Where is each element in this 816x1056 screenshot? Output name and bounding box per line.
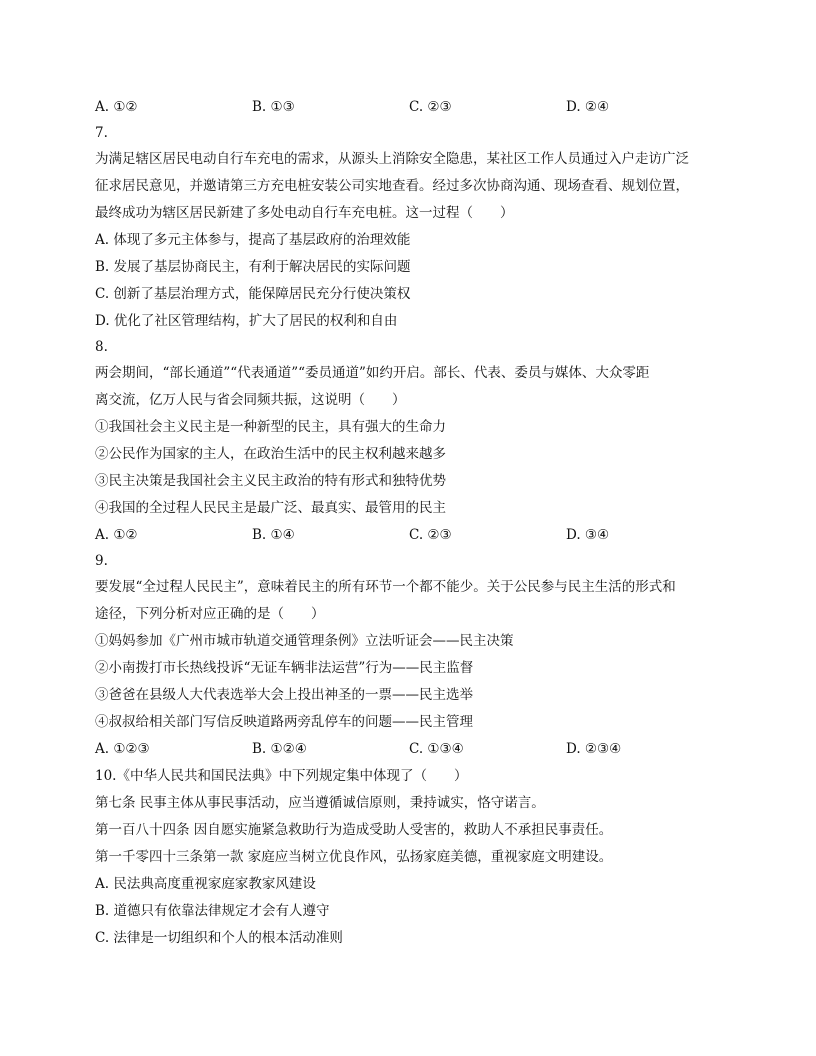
- option-a: A. ①②③: [95, 741, 150, 757]
- option-b: B. ①③: [252, 99, 295, 115]
- option-c: C. ②③: [409, 527, 452, 543]
- option-a: A. ①②: [95, 99, 138, 115]
- choice-b: B. 道德只有依靠法律规定才会有人遵守: [95, 903, 330, 919]
- question-number-8: 8.: [95, 339, 108, 355]
- statement-2: ②小南拨打市长热线投诉“无证车辆非法运营”行为——民主监督: [95, 660, 474, 676]
- law-article: 第一百八十四条 因自愿实施紧急救助行为造成受助人受害的，救助人不承担民事责任。: [95, 822, 613, 838]
- statement-1: ①我国社会主义民主是一种新型的民主，具有强大的生命力: [95, 419, 446, 435]
- answer-options-q9: [95, 736, 725, 763]
- document-page: [95, 94, 725, 952]
- option-b: B. ①④: [252, 527, 295, 543]
- question-stem-line: 为满足辖区居民电动自行车充电的需求，从源头上消除安全隐患，某社区工作人员通过入户走访广泛: [95, 151, 689, 167]
- question-number-7: 7.: [95, 125, 108, 141]
- choice-a: A. 民法典高度重视家庭家教家风建设: [95, 876, 316, 892]
- law-article: 第一千零四十三条第一款 家庭应当树立优良作风，弘扬家庭美德，重视家庭文明建设。: [95, 849, 613, 865]
- question-stem-line: 途径，下列分析对应正确的是（ ）: [95, 606, 325, 622]
- question-stem-line: 最终成功为辖区居民新建了多处电动自行车充电桩。这一过程（ ）: [95, 205, 514, 221]
- option-d: D. ②③④: [566, 741, 622, 757]
- statement-3: ③爸爸在县级人大代表选举大会上投出神圣的一票——民主选举: [95, 687, 473, 703]
- choice-d: D. 优化了社区管理结构，扩大了居民的权利和自由: [95, 313, 398, 329]
- statement-4: ④我国的全过程人民民主是最广泛、最真实、最管用的民主: [95, 500, 446, 516]
- question-stem-line: 两会期间，“部长通道”“代表通道”“委员通道”如约开启。部长、代表、委员与媒体、大众零距: [95, 365, 650, 381]
- choice-a: A. 体现了多元主体参与，提高了基层政府的治理效能: [95, 232, 411, 248]
- option-d: D. ③④: [566, 527, 610, 543]
- question-number-9: 9.: [95, 553, 108, 569]
- option-b: B. ①②④: [252, 741, 307, 757]
- option-d: D. ②④: [566, 99, 610, 115]
- choice-c: C. 法律是一切组织和个人的根本活动准则: [95, 930, 343, 946]
- statement-4: ④叔叔给相关部门写信反映道路两旁乱停车的问题——民主管理: [95, 714, 473, 730]
- question-stem-line: 离交流，亿万人民与省会同频共振，这说明（ ）: [95, 392, 406, 408]
- option-c: C. ①③④: [409, 741, 464, 757]
- statement-1: ①妈妈参加《广州市城市轨道交通管理条例》立法听证会——民主决策: [95, 633, 514, 649]
- choice-b: B. 发展了基层协商民主，有利于解决居民的实际问题: [95, 259, 411, 275]
- question-stem-line: 征求居民意见，并邀请第三方充电桩安装公司实地查看。经过多次协商沟通、现场查看、规划位置，: [95, 178, 689, 194]
- answer-options-q6: [95, 94, 725, 121]
- option-a: A. ①②: [95, 527, 138, 543]
- choice-c: C. 创新了基层治理方式，能保障居民充分行使决策权: [95, 286, 411, 302]
- statement-2: ②公民作为国家的主人，在政治生活中的民主权利越来越多: [95, 446, 446, 462]
- statement-3: ③民主决策是我国社会主义民主政治的特有形式和独特优势: [95, 473, 446, 489]
- question-stem-10: 10.《中华人民共和国民法典》中下列规定集中体现了（ ）: [95, 768, 468, 784]
- law-article: 第七条 民事主体从事民事活动，应当遵循诚信原则，秉持诚实，恪守诺言。: [95, 795, 545, 811]
- option-c: C. ②③: [409, 99, 452, 115]
- question-stem-line: 要发展“全过程人民民主”，意味着民主的所有环节一个都不能少。关于公民参与民主生活的形式和: [95, 579, 676, 595]
- answer-options-q8: [95, 522, 725, 549]
